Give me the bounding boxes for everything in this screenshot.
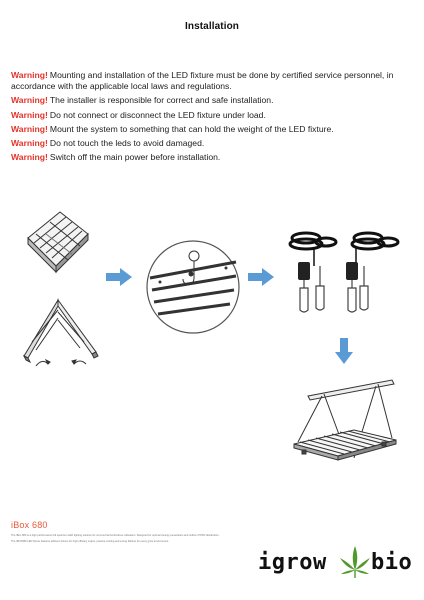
brand-text-left: igrow <box>258 550 327 575</box>
warnings-list <box>11 70 415 166</box>
warning-label: Warning! <box>11 109 48 120</box>
warning-label: Warning! <box>11 95 48 106</box>
warning-text: Do not touch the leds to avoid damaged. <box>49 138 205 149</box>
brand-logo <box>258 548 418 582</box>
arrow-down-icon <box>335 338 353 364</box>
cannabis-leaf-icon <box>338 544 372 580</box>
warning-item <box>11 95 415 106</box>
footer-fine-print: The iBox 680 is a high performance full spectrum LED lighting solution for commercial horticulture cultivation. Designed for optimal canopy penetration and uniform PPFD distribution. <box>11 534 220 537</box>
brand-text-right: bio <box>371 550 413 575</box>
arrow-right-icon <box>106 268 132 286</box>
warning-text: Mount the system to something that can hold the weight of the LED fixture. <box>49 123 334 134</box>
fixture-folding-icon <box>18 292 102 376</box>
warning-label: Warning! <box>11 70 48 80</box>
warning-text: The installer is responsible for correct and safe installation. <box>49 95 274 106</box>
warning-item <box>11 124 415 135</box>
product-name: iBox 680 <box>11 520 48 530</box>
warning-item <box>11 138 415 149</box>
hanging-fixture-icon <box>284 378 408 476</box>
warning-label: Warning! <box>11 138 48 149</box>
warning-text: Do not connect or disconnect the LED fixture under load. <box>49 109 266 120</box>
hook-detail-icon <box>144 238 242 336</box>
warning-text: Switch off the main power before installation. <box>49 152 221 163</box>
warning-label: Warning! <box>11 152 48 163</box>
warning-item <box>11 152 415 163</box>
warning-text: Mounting and installation of the LED fixture must be done by certified service personnel, in accordance with the applicable local laws and regulations. <box>11 70 394 92</box>
fixture-flat-icon <box>20 208 96 288</box>
warning-item <box>11 70 415 92</box>
rope-hangers-icon <box>284 226 406 326</box>
page-title: Installation <box>185 21 239 32</box>
warning-label: Warning! <box>11 123 48 134</box>
warning-item <box>11 110 415 121</box>
arrow-right-icon <box>248 268 274 286</box>
footer-fine-print: The iBOX680 LED fixture features efficient drivers for high efficacy output, passive cooling and a long lifetime for every grow environment. <box>11 540 169 543</box>
